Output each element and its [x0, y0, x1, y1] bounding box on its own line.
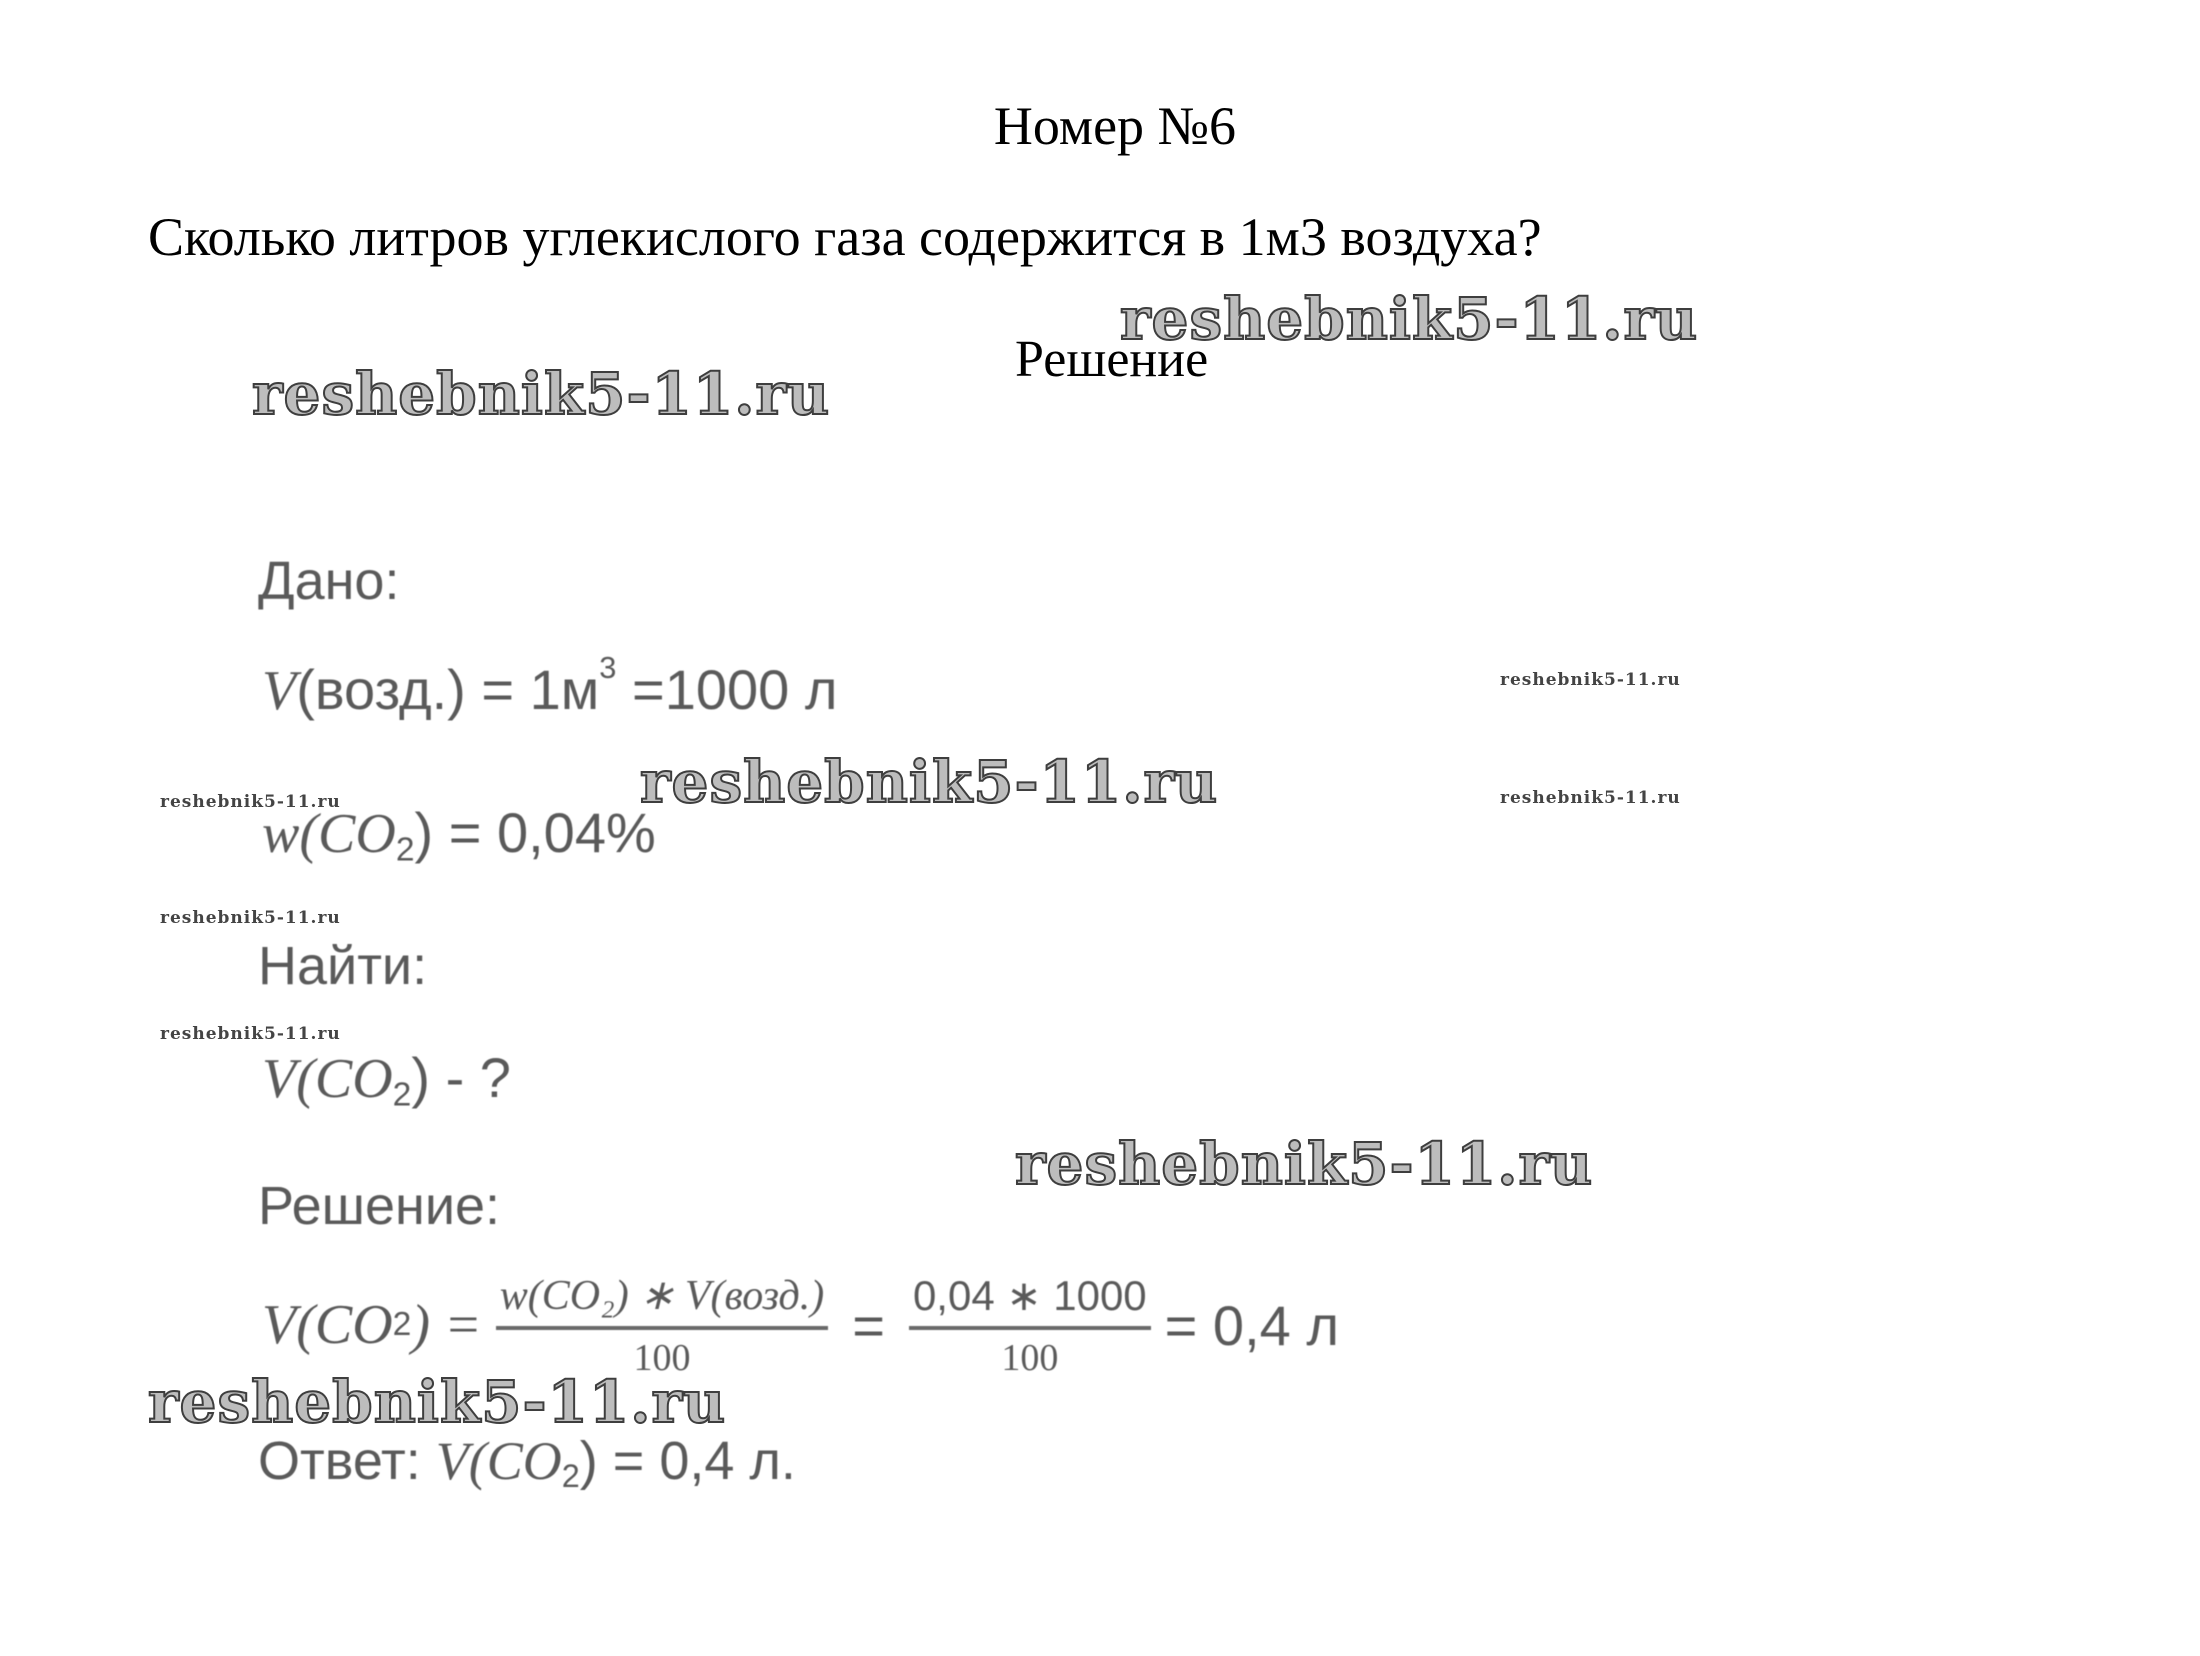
fraction-formula: (CO	[299, 803, 396, 865]
given-volume-line	[262, 650, 838, 723]
equation-lhs-subscript: 2	[392, 1306, 412, 1343]
watermark-small: reshebnik5-11.ru	[160, 792, 341, 812]
find-subscript: 2	[392, 1076, 412, 1114]
answer-lhs: V(CO	[435, 1431, 562, 1491]
watermark: reshebnik5-11.ru	[1015, 1130, 1594, 1198]
equals-sign: =	[852, 1293, 885, 1357]
fraction1-numerator: w(CO₂) ∗ V(возд.)	[499, 1273, 825, 1319]
fraction-formula-general	[496, 1270, 828, 1380]
equation-result: = 0,4 л	[1164, 1293, 1340, 1357]
watermark-small: reshebnik5-11.ru	[1500, 670, 1681, 690]
find-item-line	[262, 1045, 511, 1114]
answer-rhs: ) = 0,4 л.	[579, 1431, 796, 1491]
volume-exponent: 3	[599, 650, 617, 685]
watermark: reshebnik5-11.ru	[1120, 285, 1699, 353]
watermark: reshebnik5-11.ru	[252, 360, 831, 428]
answer-subscript: 2	[561, 1458, 580, 1495]
find-symbol: V	[262, 1048, 297, 1110]
solution-subheading: Решение	[1015, 331, 1209, 388]
equation-lhs-end: ) =	[411, 1294, 482, 1356]
fraction-formula-numeric	[909, 1271, 1151, 1380]
fraction2-denominator: 100	[1001, 1336, 1059, 1379]
find-rhs: ) - ?	[411, 1046, 511, 1109]
fraction1-denominator: 100	[633, 1337, 691, 1379]
volume-rhs: =1000 л	[616, 657, 838, 721]
watermark-small: reshebnik5-11.ru	[160, 1024, 341, 1044]
watermark-small: reshebnik5-11.ru	[160, 908, 341, 928]
solution-label: Решение:	[258, 1176, 501, 1236]
fraction-subscript: 2	[395, 831, 415, 869]
watermark: reshebnik5-11.ru	[640, 748, 1219, 816]
find-formula: (CO	[296, 1048, 393, 1110]
find-label: Найти:	[258, 936, 428, 996]
fraction-rhs: ) = 0,04%	[414, 801, 656, 864]
fraction-symbol: w	[262, 803, 300, 865]
fraction2-numerator: 0,04 ∗ 1000	[912, 1271, 1147, 1319]
watermark-small: reshebnik5-11.ru	[1500, 788, 1681, 808]
volume-symbol: V	[262, 659, 297, 722]
answer-line	[258, 1430, 796, 1495]
equation-lhs: V(CO	[262, 1294, 393, 1356]
volume-paren: (возд.) = 1м	[296, 657, 600, 721]
given-label: Дано:	[258, 551, 400, 611]
page-heading: Номер №6	[993, 96, 1237, 156]
answer-label: Ответ:	[258, 1431, 436, 1491]
question-text: Сколько литров углекислого газа содержится в 1м3 воздуха?	[148, 207, 1542, 267]
watermark: reshebnik5-11.ru	[148, 1368, 727, 1436]
